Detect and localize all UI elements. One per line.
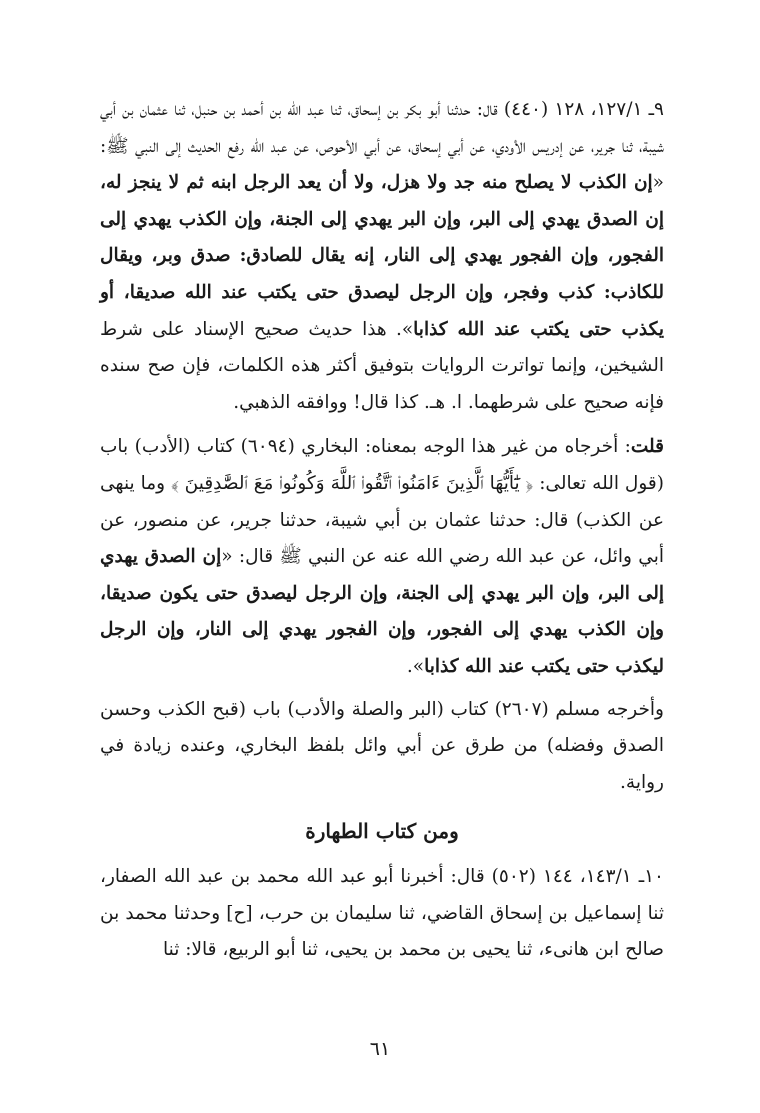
note-label: قلت [630,436,664,458]
quran-verse: ﴿ يَٰٓأَيُّهَا ٱلَّذِينَ ءَامَنُوا۟ ٱتَّقُوا۟ ٱللَّهَ وَكُونُوا۟ مَعَ ٱلصَّٰدِقِينَ ﴾ [171,472,534,494]
page-number: ٦١ [369,1038,391,1060]
muslim-paragraph: وأخرجه مسلم (٢٦٠٧) كتاب (البر والصلة والأدب) باب (قبح الكذب وحسن الصدق وفضله) من طرق عن أبي وائل بلفظ البخاري، وعنده زيادة في رواية. [100,698,664,793]
note-paragraph [100,429,664,685]
note-bukhari-matn: إن الصدق يهدي إلى البر، وإن البر يهدي إلى الجنة، وإن الرجل ليصدق حتى يكون صديقا، وإن الكذب يهدي إلى الفجور، وإن الفجور يهدي إلى النار، وإن الرجل ليكذب حتى يكتب عند الله كذابا [100,546,664,677]
section-heading: ومن كتاب الطهارة [305,819,459,844]
note-bukhari-ref: : أخرجاه من غير هذا الوجه بمعناه: البخاري (٦٠٩٤) كتاب (الأدب) باب (قول الله تعالى: [100,436,664,494]
hadith-9-grading: ». هذا حديث صحيح الإسناد على شرط الشيخين، وإنما تواترت الروايات بتوفيق أكثر هذه الكلمات، فإن صح سنده فإنه صحيح على شرطهما. ا. هـ. كذا قال! ووافقه الذهبي. [100,318,664,413]
hadith-9-matn: إن الكذب لا يصلح منه جد ولا هزل، ولا أن يعد الرجل ابنه ثم لا ينجز له، إن الصدق يهدي إلى البر، وإن البر يهدي إلى الجنة، وإن الكذب يهدي إلى الفجور، وإن الفجور يهدي إلى النار، إنه يقال للصادق: صدق وبر، ويقال للكاذب: كذب وفجر، وإن الرجل ليصدق حتى يكتب عند الله صديقا، أو يكذب حتى يكتب عند الله كذابا [100,172,665,340]
hadith-9-paragraph [100,92,664,421]
note-closing: ». [406,655,425,677]
hadith-9-isnad: ٩ـ ١٢٧/١، ١٢٨ (٤٤٠) قال: حدثنا أبو بكر بن إسحاق، ثنا عبد الله بن أحمد بن حنبل، ثنا عثمان بن أبي شيبة، ثنا جرير، عن إدريس الأودي، عن أبي إسحاق، عن أبي الأحوص، عن عبد الله رفع الحديث إلى النبي ﷺ: « [100,99,664,194]
note-bukhari-isnad: وما ينهى عن الكذب) قال: حدثنا عثمان بن أبي شيبة، حدثنا جرير، عن منصور، عن أبي وائل، عن عبد الله رضي الله عنه عن النبي ﷺ قال: « [100,472,665,568]
hadith-10-paragraph: ١٠ـ ١٤٣/١، ١٤٤ (٥٠٢) قال: أخبرنا أبو عبد الله محمد بن عبد الله الصفار، ثنا إسماعيل بن إسحاق القاضي، ثنا سليمان بن حرب، [ح] وحدثنا محمد بن صالح ابن هانىء، ثنا يحيى بن محمد بن يحيى، ثنا أبو الربيع، قالا: ثنا [100,866,664,961]
